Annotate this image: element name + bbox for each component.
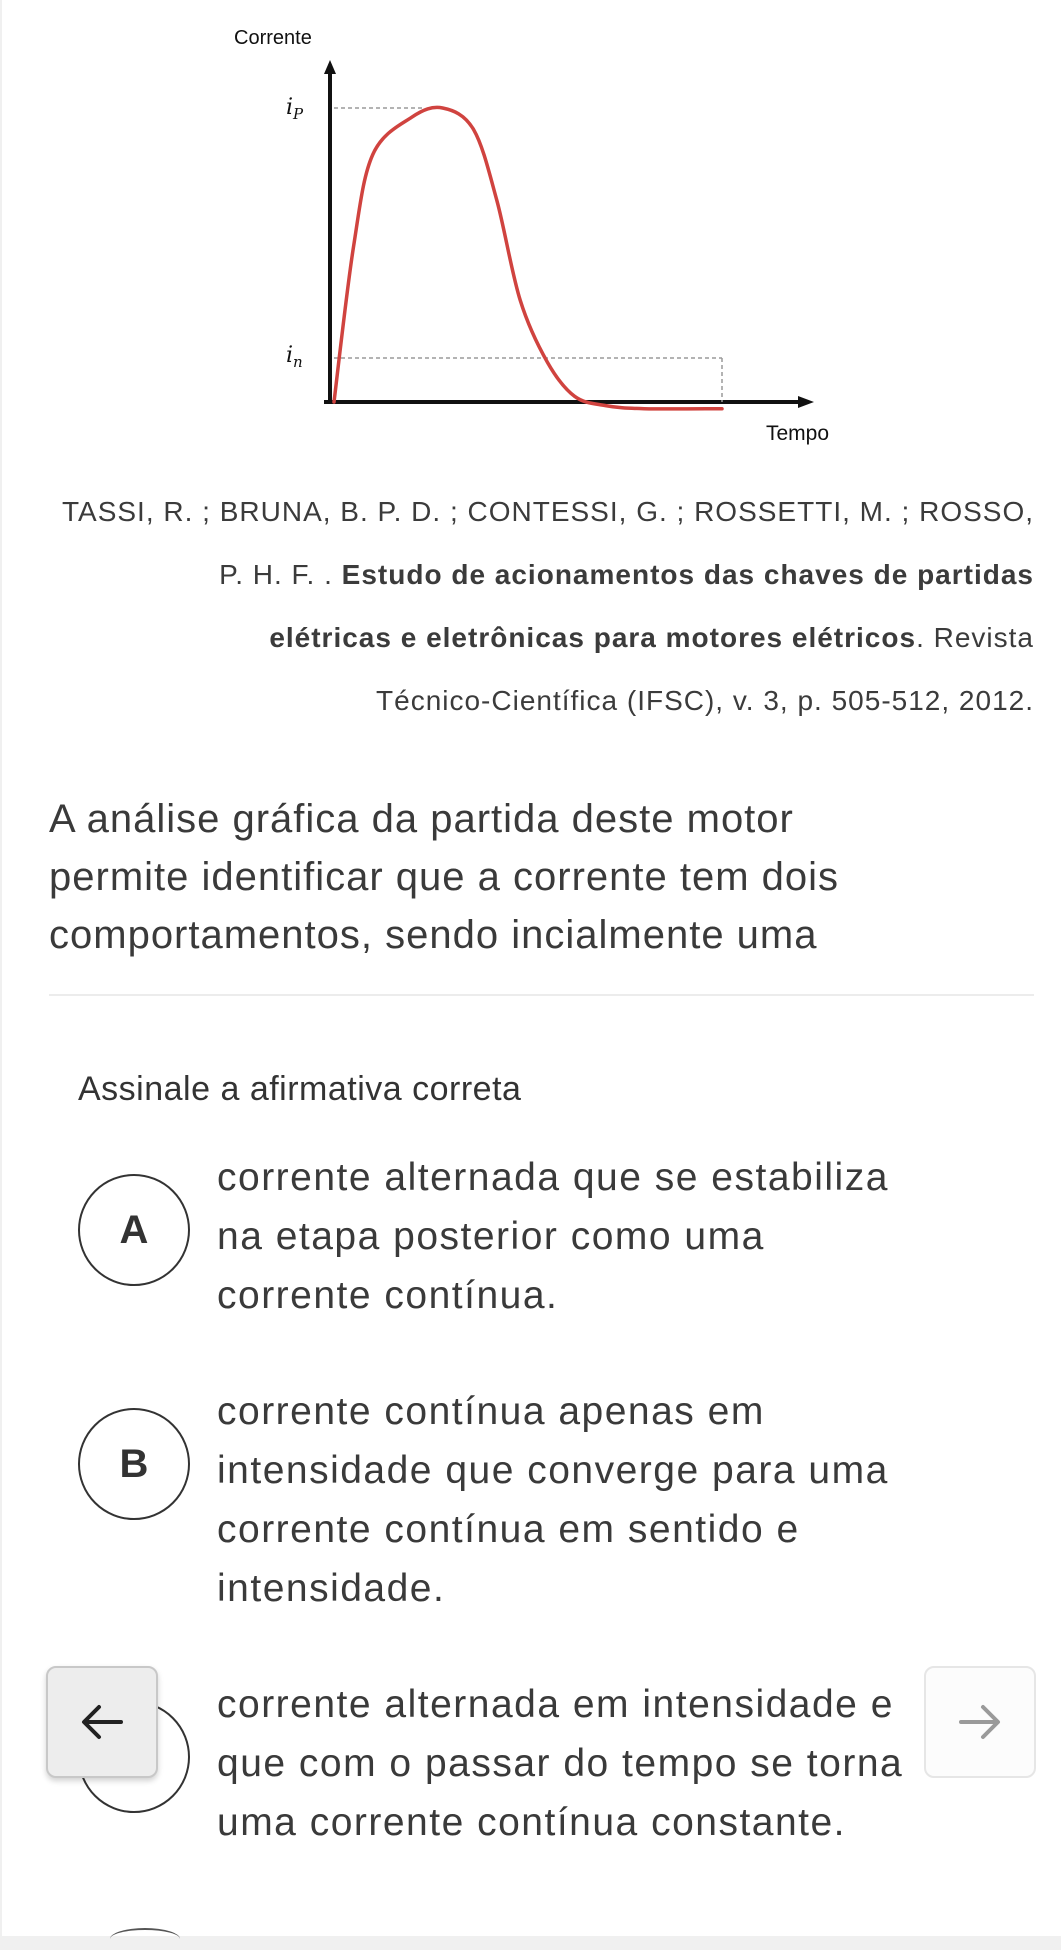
option-a-line-1: corrente alternada que se estabiliza [217,1156,889,1199]
y-axis-label: Corrente [234,27,312,49]
option-a-text[interactable] [217,1148,1027,1325]
option-c-line-2: que com o passar do tempo se torna [217,1742,904,1785]
question-line-3: comportamentos, sendo incialmente uma [49,913,818,957]
question-text [49,790,1039,964]
option-c-text[interactable] [217,1675,1027,1852]
citation-line-2 [62,543,1034,606]
citation-title-part-1: Estudo de acionamentos das chaves de partidas [341,559,1034,590]
citation-line-4: Técnico-Científica (IFSC), v. 3, p. 505-512, 2012. [376,685,1034,716]
next-button[interactable] [924,1666,1036,1778]
option-c-line-1: corrente alternada em intensidade e [217,1683,894,1726]
x-axis-arrow-icon [798,396,814,408]
question-line-2: permite identificar que a corrente tem dois [49,855,840,899]
arrow-left-icon [79,1702,125,1742]
instruction-text: Assinale a afirmativa correta [78,1070,522,1108]
previous-button[interactable] [46,1666,158,1778]
divider [49,994,1034,996]
citation-authors-end: P. H. F. . [219,559,342,590]
citation [62,480,1034,732]
question-line-1: A análise gráfica da partida deste motor [49,797,794,841]
option-a-letter[interactable]: A [78,1174,190,1286]
option-b-letter[interactable]: B [78,1408,190,1520]
option-b-line-2: intensidade que converge para uma [217,1449,889,1492]
citation-line-3 [62,606,1034,669]
option-a-line-2: na etapa posterior como uma [217,1215,765,1258]
citation-line-1: TASSI, R. ; BRUNA, B. P. D. ; CONTESSI, G. ; ROSSETTI, M. ; ROSSO, [62,496,1035,527]
citation-title-part-2: elétricas e eletrônicas para motores elétricos [269,622,917,653]
option-b-text[interactable] [217,1382,1027,1618]
current-curve [334,107,722,409]
arrow-right-icon [957,1702,1003,1742]
question-page [2,0,1061,1936]
ip-tick-label: $i_P$ [286,95,304,123]
option-a-line-3: corrente contínua. [217,1274,559,1317]
option-b-line-3: corrente contínua em sentido e [217,1508,800,1551]
current-chart [222,22,862,452]
option-b-line-1: corrente contínua apenas em [217,1390,765,1433]
x-axis-label: Tempo [766,422,830,445]
citation-journal-start: . Revista [916,622,1034,653]
next-option-circle-edge [110,1928,180,1950]
in-tick-label: $i_n$ [286,343,303,371]
y-axis-arrow-icon [324,60,336,74]
current-time-figure [222,22,862,452]
option-c-line-3: uma corrente contínua constante. [217,1801,847,1844]
option-b-line-4: intensidade. [217,1567,446,1610]
